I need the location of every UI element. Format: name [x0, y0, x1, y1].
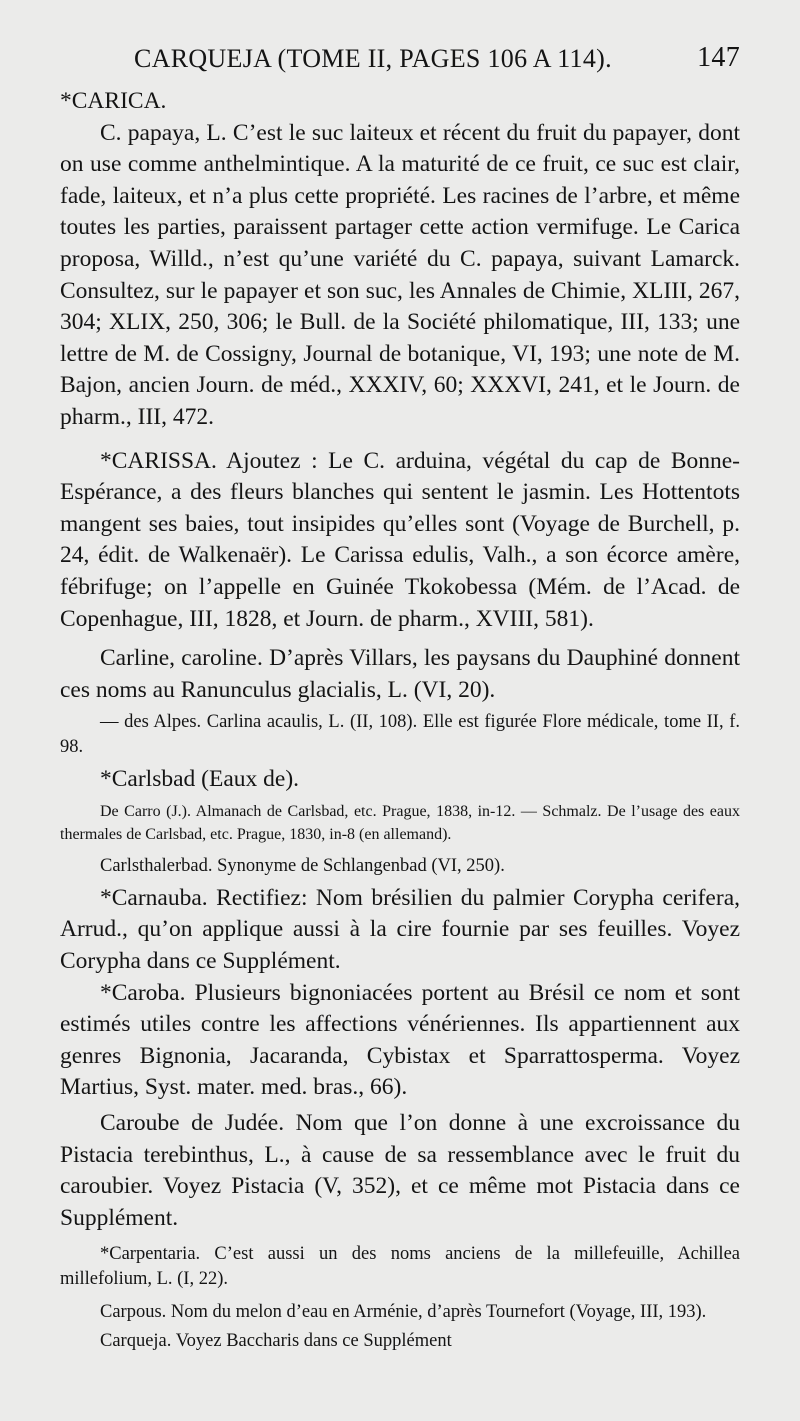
- page-number: 147: [697, 42, 740, 73]
- entry-caroba: *Caroba. Plusieurs bignoniacées portent au Brésil ce nom et sont estimés utiles contre les affections vénériennes. Ils appartiennent aux genres Bignonia, Jacaranda, Cybistax et Sparrattosperma. Voyez Martius, Syst. mater. med. bras., 66).: [60, 979, 740, 1101]
- entry-carlsbad: *Carlsbad (Eaux de).: [100, 766, 300, 793]
- entry-carnauba: *Carnauba. Rectifiez: Nom brésilien du palmier Corypha cerifera, Arrud., qu’on applique aussi à la cire fournie par ses feuilles. Voyez Corypha dans ce Supplément.: [60, 884, 740, 975]
- entry-carpentaria: *Carpentaria. C’est aussi un des noms anciens de la millefeuille, Achillea millefolium, L. (I, 22).: [60, 1244, 740, 1290]
- entry-carpous: Carpous. Nom du melon d’eau en Arménie, d’après Tournefort (Voyage, III, 193).: [100, 1302, 707, 1323]
- entry-carline-des-alpes: — des Alpes. Carlina acaulis, L. (II, 108). Elle est figurée Flore médicale, tome II, f. 98.: [60, 712, 740, 758]
- entry-caroube-de-judee: Caroube de Judée. Nom que l’on donne à une excroissance du Pistacia terebinthus, L., à cause de sa ressemblance avec le fruit du caroubier. Voyez Pistacia (V, 352), et ce même mot Pistacia dans ce Supplément.: [60, 1110, 740, 1231]
- entry-carlsbad-references: De Carro (J.). Almanach de Carlsbad, etc. Prague, 1838, in-12. — Schmalz. De l’usage des eaux thermales de Carlsbad, etc. Prague, 1830, in-8 (en allemand).: [60, 802, 740, 843]
- entry-carqueja: Carqueja. Voyez Baccharis dans ce Supplément: [100, 1331, 452, 1352]
- entry-carissa: *CARISSA. Ajoutez : Le C. arduina, végétal du cap de Bonne-Espérance, a des fleurs blanches qui sentent le jasmin. Les Hottentots mangent ses baies, tout insipides qu’elles sont (Voyage de Burchell, p. 24, édit. de Walkenaër). Le Carissa edulis, Valh., a son écorce amère, fébrifuge; on l’appelle en Guinée Tkokobessa (Mém. de l’Acad. de Copenhague, III, 1828, et Journ. de pharm., XVIII, 581).: [60, 447, 740, 632]
- entry-carica-heading: *CARICA.: [60, 88, 167, 114]
- entry-carica: C. papaya, L. C’est le suc laiteux et récent du fruit du papayer, dont on use comme anthelmintique. A la maturité de ce fruit, ce suc est clair, fade, laiteux, et n’a plus cette propriété. Les racines de l’arbre, et même toutes les parties, paraissent partager cette action vermifuge. Le Carica proposa, Willd., n’est qu’une variété du C. papaya, suivant Lamarck. Consultez, sur le papayer et son suc, les Annales de Chimie, XLIII, 267, 304; XLIX, 250, 306; le Bull. de la Société philomatique, III, 133; une lettre de M. de Cossigny, Journal de botanique, VI, 193; une note de M. Bajon, ancien Journ. de méd., XXXIV, 60; XXXVI, 241, et le Journ. de pharm., III, 472.: [60, 119, 740, 430]
- entry-carlsthalerbad: Carlsthalerbad. Synonyme de Schlangenbad (VI, 250).: [100, 855, 505, 876]
- page-header: [60, 40, 740, 80]
- entry-carline: Carline, caroline. D’après Villars, les paysans du Dauphiné donnent ces noms au Ranunculus glacialis, L. (VI, 20).: [60, 645, 740, 703]
- page-body: [60, 86, 740, 1354]
- running-title: CARQUEJA (TOME II, PAGES 106 A 114).: [134, 44, 612, 73]
